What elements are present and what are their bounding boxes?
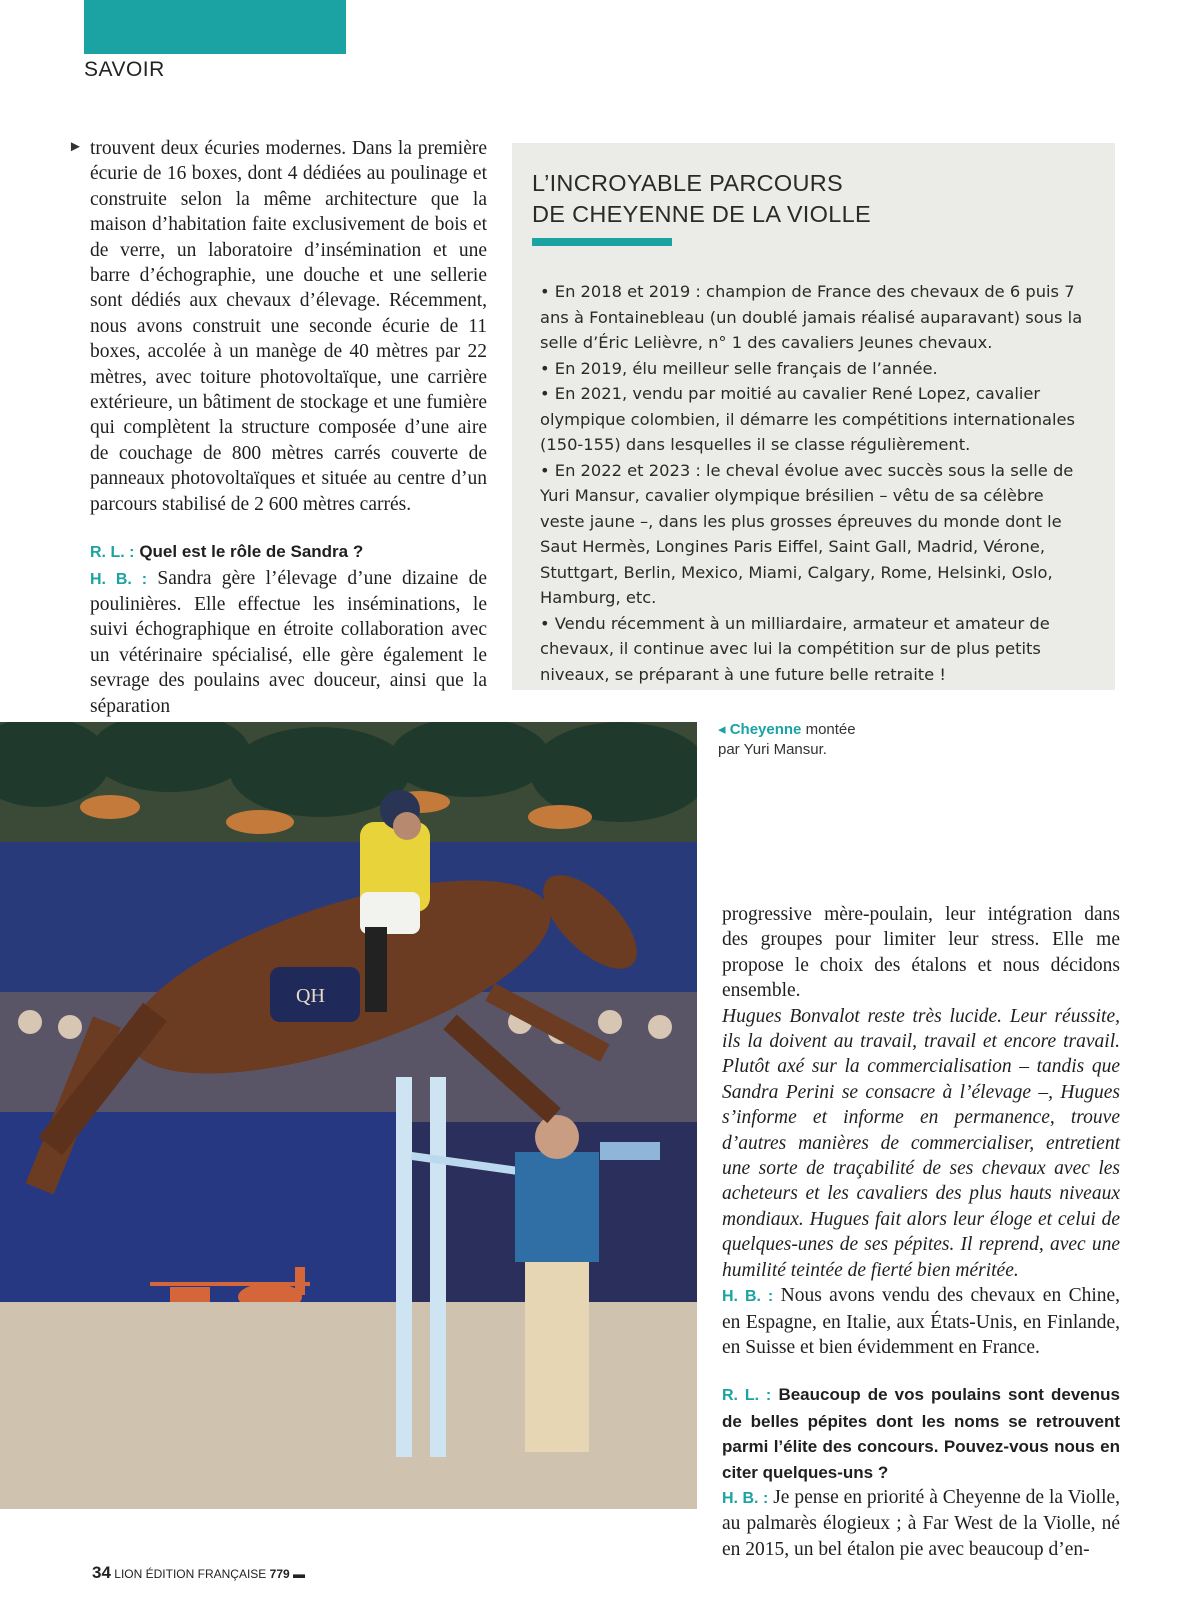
sidebar-list: [540, 279, 1092, 687]
caption-name: Cheyenne: [729, 721, 802, 738]
answer: [722, 1485, 1120, 1562]
question: [722, 1382, 1120, 1485]
answer: [722, 1283, 1120, 1360]
sidebar-title: [532, 168, 871, 230]
caption-text: montée: [801, 721, 856, 738]
italic-paragraph: Hugues Bonvalot reste très lucide. Leur réussite, ils la doivent au travail, travail et encore travail. Plutôt axé sur la commercialisation – tandis que Sandra Perini se consacre à l’élevage –, Hugues s’informe et informe en permanence, trouve d’autres manières de commercialiser, entretient une sorte de traçabilité de ses chevaux avec les acheteurs et les cavaliers des plus hauts niveaux mondiaux. Hugues fait alors leur éloge et celui de quelques-unes de ses pépites. Il reprend, avec une humilité teintée de fierté bien méritée.: [722, 1005, 1120, 1281]
section-label: SAVOIR: [84, 58, 165, 81]
answer-label: H. B. :: [722, 1489, 769, 1507]
sidebar-title-line: L’INCROYABLE PARCOURS: [532, 170, 844, 196]
show-jumping-photo: [0, 722, 697, 1509]
caption-arrow-icon: ◂: [718, 721, 726, 738]
magazine-name: LION ÉDITION FRANÇAISE: [114, 1567, 267, 1581]
footer-rule: ▬: [293, 1567, 306, 1581]
answer-label: H. B. :: [722, 1288, 774, 1306]
left-column: [90, 136, 487, 719]
page-footer: [92, 1563, 305, 1583]
question-text: Beaucoup de vos poulains sont devenus de belles pépites dont les noms se retrouvent parmi l’élite des concours. Pouvez-vous nous en citer quelques-uns ?: [722, 1385, 1120, 1482]
photo-caption: [718, 720, 856, 760]
sidebar-title-line: DE CHEYENNE DE LA VIOLLE: [532, 201, 871, 227]
right-paragraph: progressive mère-poulain, leur intégration dans des groupes pour limiter leur stress. Elle me propose le choix des étalons et nous décidons ensemble.: [722, 904, 1120, 1002]
sidebar-accent-rule: [532, 238, 672, 246]
saddle-pad-monogram: QH: [296, 985, 325, 1007]
page-number: 34: [92, 1563, 111, 1582]
question: [90, 539, 487, 565]
answer: [90, 566, 487, 719]
caption-line2: par Yuri Mansur.: [718, 741, 827, 758]
sidebar-list-item: • En 2021, vendu par moitié au cavalier René Lopez, cavalier olympique colombien, il démarre les compétitions internationales (150-155) dans lesquelles il se classe régulièrement.: [540, 384, 1076, 454]
sidebar-list-item: • Vendu récemment à un milliardaire, armateur et amateur de chevaux, il continue avec lui la compétition sur de plus petits niveaux, se préparant à une future belle retraite !: [540, 613, 1050, 684]
right-column: [722, 902, 1120, 1562]
sidebar-list-item: • En 2018 et 2019 : champion de France des chevaux de 6 puis 7 ans à Fontainebleau (un doublé jamais réalisé auparavant) sous la selle d’Éric Lelièvre, n° 1 des cavaliers Jeunes chevaux.: [540, 282, 1083, 352]
continuation-arrow-icon: ►: [68, 138, 83, 155]
sidebar-list-item: • En 2019, élu meilleur selle français de l’année.: [540, 358, 938, 378]
answer-text: Nous avons vendu des chevaux en Chine, en Espagne, en Italie, aux États-Unis, en Finlande, en Suisse et bien évidemment en France.: [722, 1285, 1121, 1358]
sidebar-list-item: • En 2022 et 2023 : le cheval évolue avec succès sous la selle de Yuri Mansur, cavalier olympique brésilien – vêtu de sa célèbre veste jaune –, dans les plus grosses épreuves du monde dont le Saut Hermès, Longines Paris Eiffel, Saint Gall, Madrid, Vérone, Stuttgart, Berlin, Mexico, Miami, Calgary, Rome, Helsinki, Oslo, Hamburg, etc.: [540, 460, 1074, 607]
issue-number: 779: [269, 1567, 290, 1581]
answer-text: Sandra gère l’élevage d’une dizaine de poulinières. Elle effectue les inséminations, le suivi échographique en étroite collaboration avec un vétérinaire spécialisé, elle gère également le sevrage des poulains avec douceur, ainsi que la séparation: [90, 567, 488, 717]
answer-text: Je pense en priorité à Cheyenne de la Violle, au palmarès élogieux ; à Far West de la Violle, né en 2015, un bel étalon pie avec beaucoup d’en-: [722, 1486, 1121, 1560]
left-paragraph: trouvent deux écuries modernes. Dans la première écurie de 16 boxes, dont 4 dédiées au poulinage et construite selon la même architecture que la maison d’habitation faite exclusivement de bois et de verre, un laboratoire d’insémination et une barre d’échographie, une douche et une sellerie sont dédiés aux chevaux d’élevage. Récemment, nous avons construit une seconde écurie de 11 boxes, accolée à un manège de 40 mètres par 22 mètres, avec toiture photovoltaïque, une carrière extérieure, un bâtiment de stockage et une fumière qui complètent la structure composée d’une aire de couchage de 800 mètres carrés couverte de panneaux photovoltaïques et située au centre d’un parcours stabilisé de 2 600 mètres carrés.: [90, 138, 487, 515]
question-label: R. L. :: [722, 1387, 772, 1405]
question-text: Quel est le rôle de Sandra ?: [139, 542, 364, 562]
question-label: R. L. :: [90, 544, 135, 562]
answer-label: H. B. :: [90, 570, 148, 588]
top-color-band: [84, 0, 346, 54]
